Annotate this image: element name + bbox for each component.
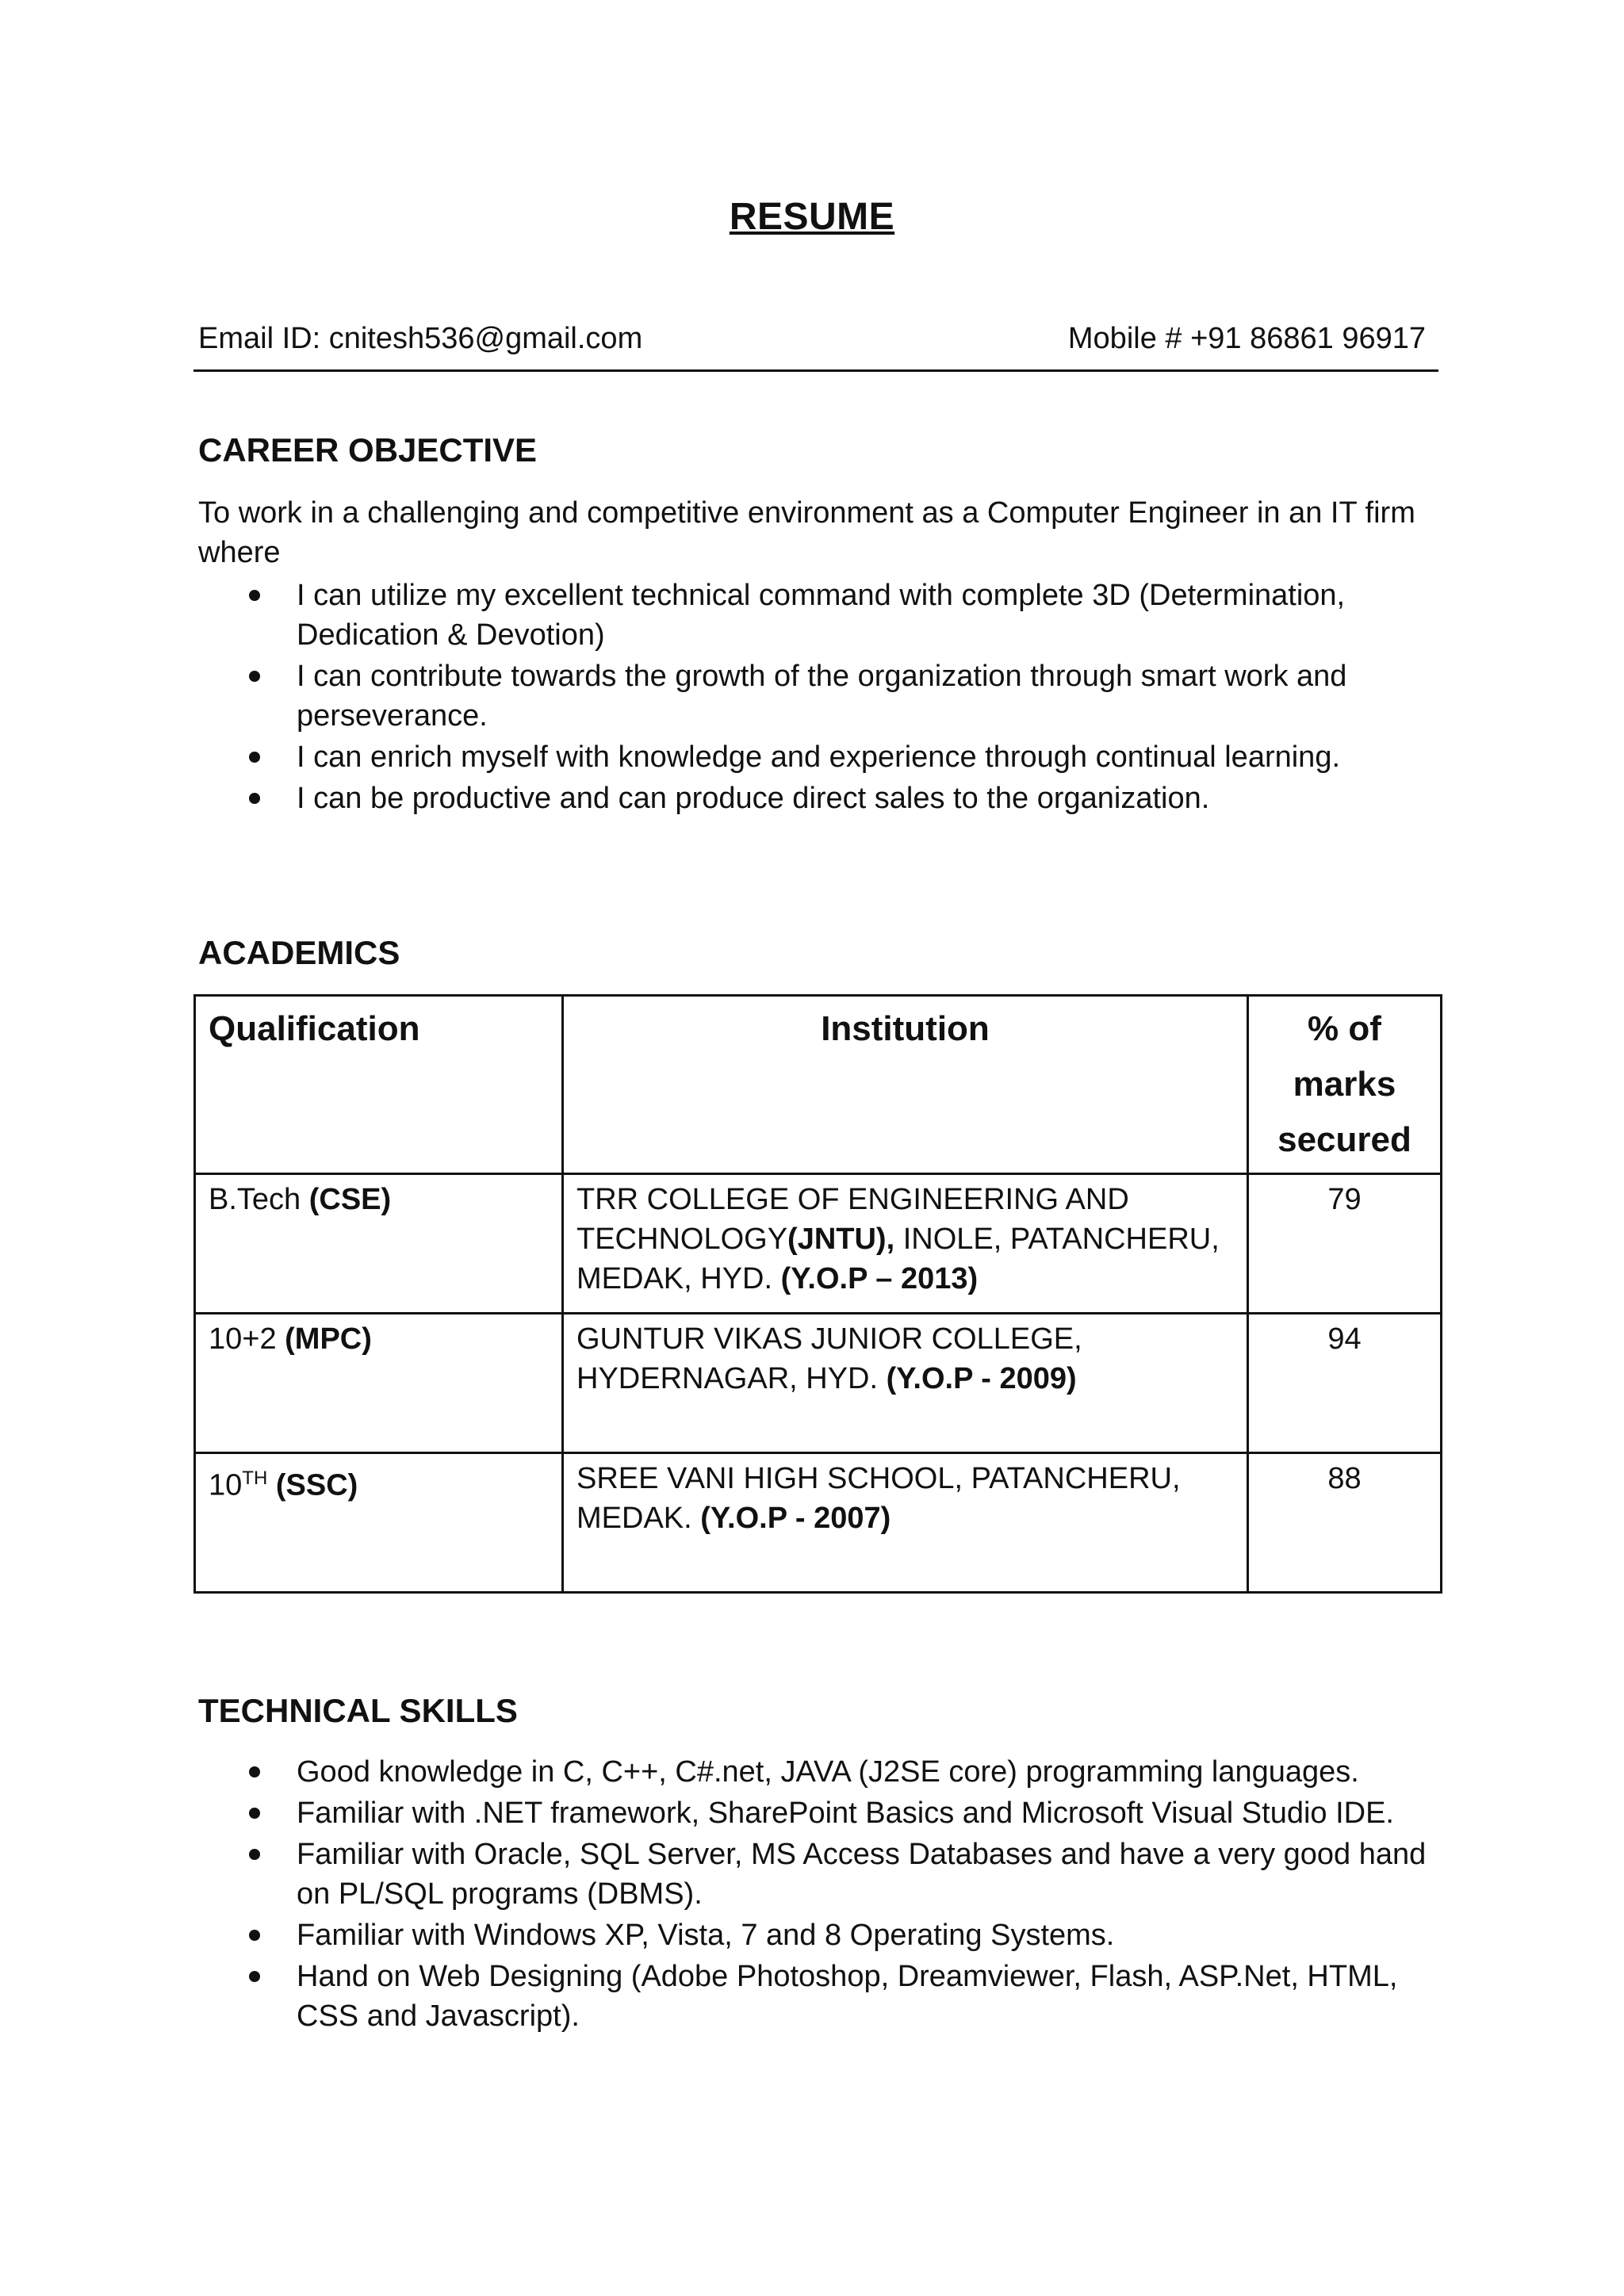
bullet-icon	[249, 1971, 260, 1982]
institution-cell: GUNTUR VIKAS JUNIOR COLLEGE, HYDERNAGAR, HYD. (Y.O.P - 2009)	[563, 1314, 1248, 1453]
technical-skills-heading: TECHNICAL SKILLS	[198, 1692, 518, 1729]
table-row	[195, 1453, 1442, 1593]
email-text: Email ID: cnitesh536@gmail.com	[198, 322, 643, 355]
table-header-row	[195, 996, 1442, 1174]
technical-skills-list	[198, 1752, 1435, 2038]
bullet-icon	[249, 1849, 260, 1860]
list-item: I can enrich myself with knowledge and experience through continual learning.	[198, 737, 1435, 777]
qualification-cell: B.Tech (CSE)	[195, 1174, 563, 1314]
institution-cell: TRR COLLEGE OF ENGINEERING AND TECHNOLOGY(JNTU), INOLE, PATANCHERU, MEDAK, HYD. (Y.O.P – 2013)	[563, 1174, 1248, 1314]
list-item: Good knowledge in C, C++, C#.net, JAVA (J2SE core) programming languages.	[198, 1752, 1435, 1792]
list-item: I can be productive and can produce direct sales to the organization.	[198, 779, 1435, 818]
list-item: Familiar with .NET framework, SharePoint Basics and Microsoft Visual Studio IDE.	[198, 1793, 1435, 1833]
qualification-cell: 10TH (SSC)	[195, 1453, 563, 1593]
list-item: Familiar with Windows XP, Vista, 7 and 8 Operating Systems.	[198, 1915, 1435, 1955]
list-item: Familiar with Oracle, SQL Server, MS Access Databases and have a very good hand on PL/SQL programs (DBMS).	[198, 1835, 1435, 1914]
academics-table	[193, 994, 1442, 1594]
bullet-icon	[249, 1930, 260, 1941]
marks-cell: 88	[1248, 1453, 1442, 1593]
table-row	[195, 1314, 1442, 1453]
marks-cell: 94	[1248, 1314, 1442, 1453]
column-header-marks: % of marks secured	[1248, 996, 1442, 1174]
contact-line	[198, 322, 1426, 356]
career-objective-list	[198, 576, 1435, 820]
column-header-institution: Institution	[563, 996, 1248, 1174]
bullet-icon	[249, 1808, 260, 1819]
career-objective-heading: CAREER OBJECTIVE	[198, 431, 538, 469]
marks-cell: 79	[1248, 1174, 1442, 1314]
page-title: RESUME	[729, 196, 895, 238]
contact-divider	[193, 369, 1438, 372]
bullet-icon	[249, 671, 260, 682]
institution-cell: SREE VANI HIGH SCHOOL, PATANCHERU, MEDAK. (Y.O.P - 2007)	[563, 1453, 1248, 1593]
list-item: I can utilize my excellent technical command with complete 3D (Determination, Dedication & Devotion)	[198, 576, 1435, 655]
career-objective-intro: To work in a challenging and competitive environment as a Computer Engineer in an IT firm where	[198, 496, 1415, 569]
academics-heading: ACADEMICS	[198, 934, 400, 971]
column-header-qualification: Qualification	[195, 996, 563, 1174]
bullet-icon	[249, 793, 260, 804]
list-item: I can contribute towards the growth of the organization through smart work and perseverance.	[198, 656, 1435, 736]
list-item: Hand on Web Designing (Adobe Photoshop, Dreamviewer, Flash, ASP.Net, HTML, CSS and Javascript).	[198, 1957, 1435, 2036]
bullet-icon	[249, 752, 260, 763]
bullet-icon	[249, 1766, 260, 1777]
table-row	[195, 1174, 1442, 1314]
bullet-icon	[249, 590, 260, 601]
mobile-text: Mobile # +91 86861 96917	[1067, 322, 1426, 355]
qualification-cell: 10+2 (MPC)	[195, 1314, 563, 1453]
